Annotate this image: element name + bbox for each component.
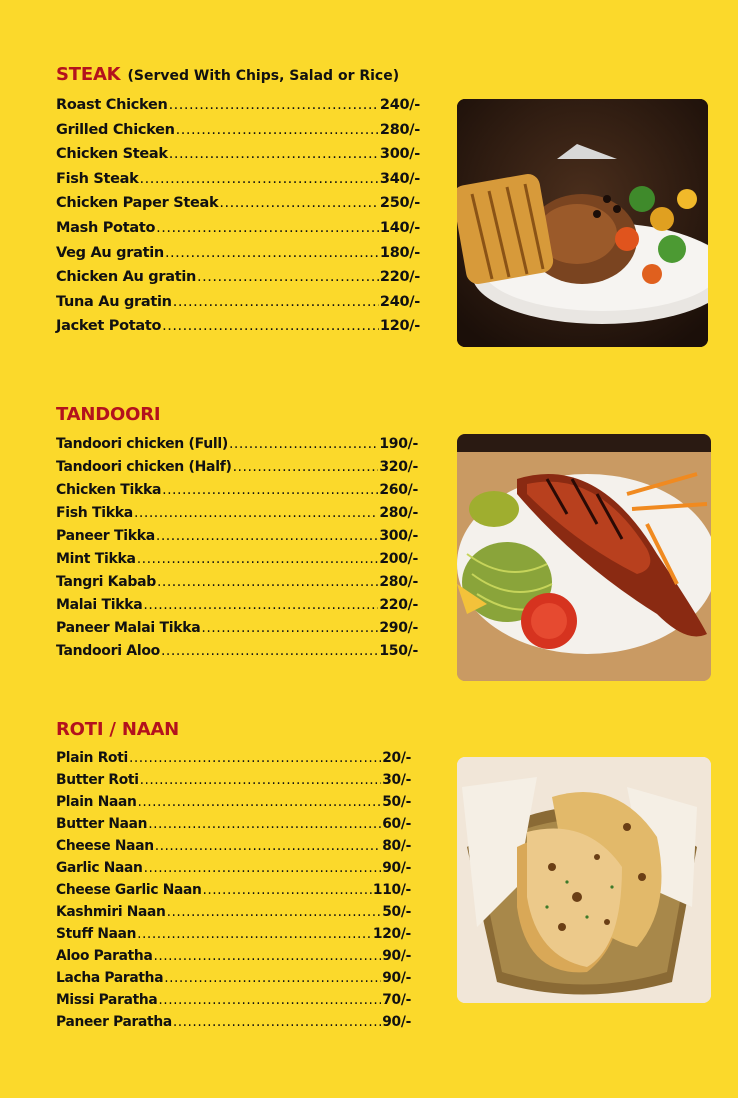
menu-item-price: 60/- (382, 816, 411, 832)
menu-item-name: Mash Potato (56, 219, 156, 236)
menu-item-price: 90/- (382, 860, 411, 876)
menu-item (56, 879, 411, 901)
menu-item (56, 617, 418, 640)
menu-item-price: 320/- (379, 459, 418, 475)
menu-item (56, 241, 420, 266)
menu-item-price: 140/- (379, 219, 420, 236)
menu-item (56, 167, 420, 192)
dot-leader (197, 265, 379, 290)
dot-leader (140, 167, 379, 192)
menu-item-name: Fish Tikka (56, 505, 133, 521)
dot-leader (173, 1011, 381, 1033)
menu-item-name: Missi Paratha (56, 992, 158, 1008)
menu-item-name: Plain Roti (56, 750, 128, 766)
menu-item (56, 791, 411, 813)
menu-item-name: Tandoori Aloo (56, 643, 160, 659)
menu-item-name: Paneer Tikka (56, 528, 155, 544)
tandoori-title: TANDOORI (56, 404, 161, 425)
menu-item (56, 548, 418, 571)
dot-leader (143, 594, 378, 617)
menu-item-name: Lacha Paratha (56, 970, 164, 986)
steak-title: STEAK (56, 64, 121, 85)
menu-item-price: 90/- (382, 1014, 411, 1030)
dot-leader (176, 118, 379, 143)
menu-item-name: Roast Chicken (56, 97, 168, 113)
menu-item-name: Chicken Tikka (56, 482, 162, 498)
menu-item-price: 180/- (379, 244, 420, 261)
menu-item-name: Butter Naan (56, 816, 148, 832)
dot-leader (138, 791, 382, 813)
roti-naan-header (56, 719, 411, 745)
steak-subtitle: (Served With Chips, Salad or Rice) (127, 68, 400, 84)
dot-leader (148, 813, 381, 835)
menu-item-price: 340/- (379, 170, 420, 187)
tandoori-chicken-photo (457, 434, 711, 681)
dot-leader (169, 93, 379, 118)
menu-item-name: Chicken Steak (56, 146, 168, 163)
menu-item-price: 300/- (379, 146, 420, 163)
dot-leader (156, 216, 379, 241)
menu-item-price: 50/- (382, 794, 411, 810)
menu-item-name: Butter Roti (56, 772, 139, 788)
dot-leader (162, 314, 379, 339)
menu-item-name: Tandoori chicken (Full) (56, 436, 228, 452)
menu-item-price: 20/- (382, 750, 411, 766)
dot-leader (137, 923, 372, 945)
menu-item-name: Malai Tikka (56, 597, 143, 613)
menu-item-price: 260/- (379, 482, 418, 498)
menu-item (56, 747, 411, 769)
roti-naan-title: ROTI / NAAN (56, 719, 180, 740)
menu-item-price: 30/- (382, 772, 411, 788)
menu-item (56, 479, 418, 502)
tandoori-section (56, 404, 418, 663)
steak-header (56, 64, 420, 90)
menu-item-name: Jacket Potato (56, 318, 162, 335)
menu-item-name: Paneer Paratha (56, 1014, 172, 1030)
menu-item (56, 813, 411, 835)
menu-item (56, 769, 411, 791)
dot-leader (137, 548, 379, 571)
menu-item-price: 280/- (379, 121, 420, 138)
dot-leader (167, 901, 382, 923)
menu-item-name: Veg Au gratin (56, 244, 164, 261)
menu-item-price: 150/- (379, 643, 418, 659)
dot-leader (229, 433, 378, 456)
menu-item-name: Garlic Naan (56, 860, 143, 876)
menu-item-price: 280/- (379, 505, 418, 521)
menu-item-price: 240/- (379, 293, 420, 310)
tandoori-header (56, 404, 418, 430)
menu-item-price: 280/- (379, 574, 418, 590)
menu-item (56, 265, 420, 290)
menu-item-price: 80/- (382, 838, 411, 854)
dot-leader (164, 967, 381, 989)
roti-naan-section (56, 719, 411, 1033)
menu-item (56, 923, 411, 945)
menu-item-price: 50/- (382, 904, 411, 920)
menu-item-price: 120/- (372, 926, 411, 942)
dot-leader (140, 769, 382, 791)
menu-item (56, 640, 418, 663)
menu-item-name: Tandoori chicken (Half) (56, 459, 232, 475)
menu-item (56, 191, 420, 216)
menu-item-price: 250/- (379, 195, 420, 212)
menu-item-price: 90/- (382, 970, 411, 986)
menu-item (56, 216, 420, 241)
dot-leader (165, 241, 379, 266)
menu-item (56, 142, 420, 167)
menu-item-price: 300/- (379, 528, 418, 544)
menu-item (56, 93, 420, 118)
dot-leader (169, 142, 379, 167)
menu-item-price: 290/- (379, 620, 418, 636)
dot-leader (219, 191, 379, 216)
menu-item-price: 220/- (379, 597, 418, 613)
roti-naan-menu-list (56, 747, 411, 1033)
menu-item-price: 240/- (379, 97, 420, 113)
steak-section (56, 64, 420, 339)
dot-leader (155, 835, 382, 857)
menu-item-price: 220/- (379, 269, 420, 286)
menu-item-name: Tangri Kabab (56, 574, 156, 590)
menu-item-name: Cheese Naan (56, 838, 154, 854)
menu-item (56, 989, 411, 1011)
menu-item-name: Paneer Malai Tikka (56, 620, 201, 636)
menu-item (56, 456, 418, 479)
menu-item-name: Chicken Paper Steak (56, 195, 219, 212)
tandoori-menu-list (56, 433, 418, 663)
dot-leader (129, 747, 381, 769)
menu-item (56, 290, 420, 315)
steak-menu-list (56, 93, 420, 339)
menu-item-price: 110/- (372, 882, 411, 898)
menu-item (56, 433, 418, 456)
menu-item (56, 571, 418, 594)
menu-item (56, 835, 411, 857)
dot-leader (158, 989, 381, 1011)
menu-item (56, 525, 418, 548)
menu-item (56, 901, 411, 923)
menu-item-name: Fish Steak (56, 170, 139, 187)
dot-leader (144, 857, 382, 879)
menu-item (56, 857, 411, 879)
dot-leader (201, 617, 378, 640)
menu-item-name: Tuna Au gratin (56, 293, 172, 310)
menu-item (56, 1011, 411, 1033)
dot-leader (161, 640, 378, 663)
dot-leader (162, 479, 378, 502)
dot-leader (233, 456, 379, 479)
dot-leader (156, 525, 378, 548)
steak-photo (457, 99, 708, 347)
menu-item-price: 90/- (382, 948, 411, 964)
menu-item-name: Grilled Chicken (56, 121, 175, 138)
dot-leader (203, 879, 372, 901)
menu-item (56, 314, 420, 339)
menu-item-name: Chicken Au gratin (56, 269, 197, 286)
menu-item (56, 967, 411, 989)
menu-item (56, 502, 418, 525)
dot-leader (153, 945, 381, 967)
menu-item (56, 118, 420, 143)
menu-item-name: Plain Naan (56, 794, 137, 810)
dot-leader (157, 571, 378, 594)
menu-item-price: 120/- (379, 318, 420, 335)
menu-item-price: 190/- (379, 436, 418, 452)
menu-item-name: Cheese Garlic Naan (56, 882, 202, 898)
dot-leader (173, 290, 379, 315)
menu-item-name: Mint Tikka (56, 551, 136, 567)
menu-item-name: Stuff Naan (56, 926, 137, 942)
menu-item-price: 70/- (382, 992, 411, 1008)
menu-item-name: Aloo Paratha (56, 948, 153, 964)
menu-item (56, 945, 411, 967)
dot-leader (134, 502, 378, 525)
naan-basket-photo (457, 757, 711, 1003)
menu-item-name: Kashmiri Naan (56, 904, 166, 920)
menu-item (56, 594, 418, 617)
menu-item-price: 200/- (379, 551, 418, 567)
